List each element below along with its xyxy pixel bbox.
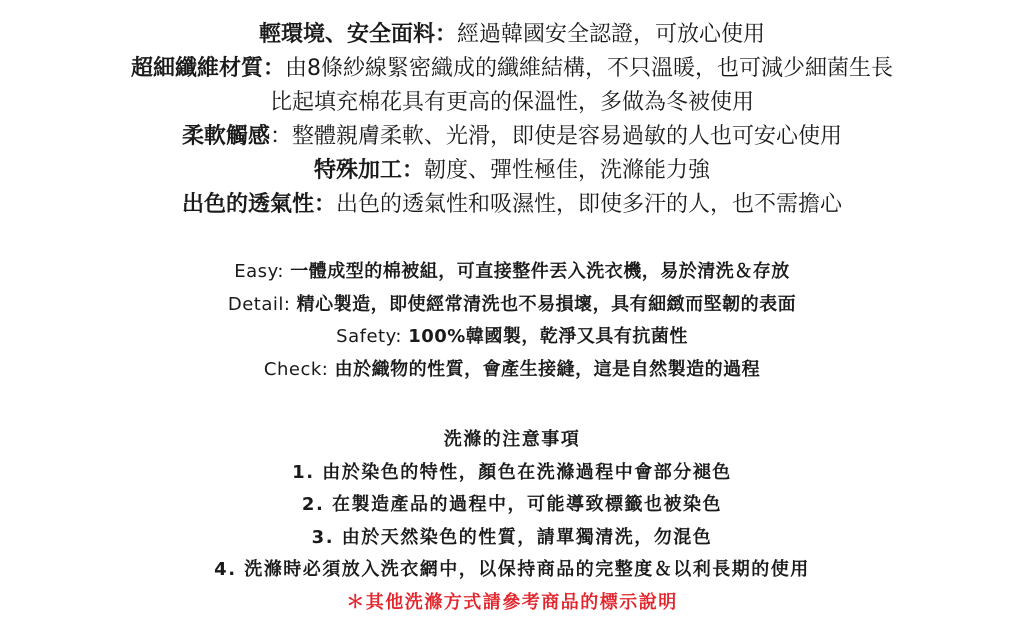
feature-line bbox=[0, 188, 1024, 222]
spec-key: Safety: bbox=[336, 326, 409, 347]
care-note: ＊其他洗滌方式請參考商品的標示說明 bbox=[346, 591, 678, 613]
feature-line bbox=[0, 86, 1024, 120]
spec-line bbox=[0, 354, 1024, 387]
spec-key: Detail: bbox=[227, 293, 297, 315]
feature-desc: 比起填充棉花具有更高的保溫性，多做為冬被使用 bbox=[269, 90, 754, 115]
spec-line bbox=[0, 256, 1024, 289]
feature-desc: 韌度、彈性極佳，洗滌能力強 bbox=[424, 158, 711, 183]
spec-line bbox=[0, 321, 1024, 354]
feature-line bbox=[0, 154, 1024, 188]
specs-section bbox=[0, 256, 1024, 386]
care-instructions-section bbox=[0, 424, 1024, 619]
feature-desc: ：整體親膚柔軟、光滑，即使是容易過敏的人也可安心使用 bbox=[270, 124, 843, 149]
care-item: 4. 洗滌時必須放入洗衣網中，以保持商品的完整度＆以利長期的使用 bbox=[214, 559, 810, 580]
spec-value: 一體成型的棉被組，可直接整件丟入洗衣機，易於清洗＆存放 bbox=[290, 261, 790, 282]
feature-title: 超細纖維材質： bbox=[130, 56, 285, 81]
feature-title: 柔軟觸感 bbox=[181, 124, 270, 149]
care-title: 洗滌的注意事項 bbox=[443, 429, 581, 450]
spec-key: Easy: bbox=[234, 261, 291, 282]
spec-line bbox=[0, 289, 1024, 322]
care-item: 2. 在製造產品的過程中，可能導致標籤也被染色 bbox=[301, 494, 723, 515]
feature-title: 輕環境、安全面料： bbox=[258, 22, 457, 47]
feature-desc: 出色的透氣性和吸濕性，即使多汗的人，也不需擔心 bbox=[336, 192, 843, 217]
feature-desc: 經過韓國安全認證，可放心使用 bbox=[457, 22, 766, 47]
feature-desc: 由8條紗線緊密織成的纖維結構，不只溫暖，也可減少細菌生長 bbox=[285, 56, 893, 81]
spec-value: 由於織物的性質，會產生接縫，這是自然製造的過程 bbox=[334, 358, 761, 380]
feature-line bbox=[0, 120, 1024, 154]
spec-value: 精心製造，即使經常清洗也不易損壞，具有細緻而堅韌的表面 bbox=[296, 293, 797, 315]
feature-title: 特殊加工： bbox=[313, 158, 424, 183]
spec-value: 100%韓國製，乾淨又具有抗菌性 bbox=[408, 326, 688, 347]
features-section bbox=[0, 18, 1024, 222]
spec-key: Check: bbox=[263, 358, 335, 380]
feature-title: 出色的透氣性： bbox=[181, 192, 336, 217]
care-item: 3. 由於天然染色的性質，請單獨清洗，勿混色 bbox=[311, 526, 713, 548]
feature-line bbox=[0, 18, 1024, 52]
care-item: 1. 由於染色的特性，顏色在洗滌過程中會部分褪色 bbox=[292, 461, 732, 483]
feature-line bbox=[0, 52, 1024, 86]
